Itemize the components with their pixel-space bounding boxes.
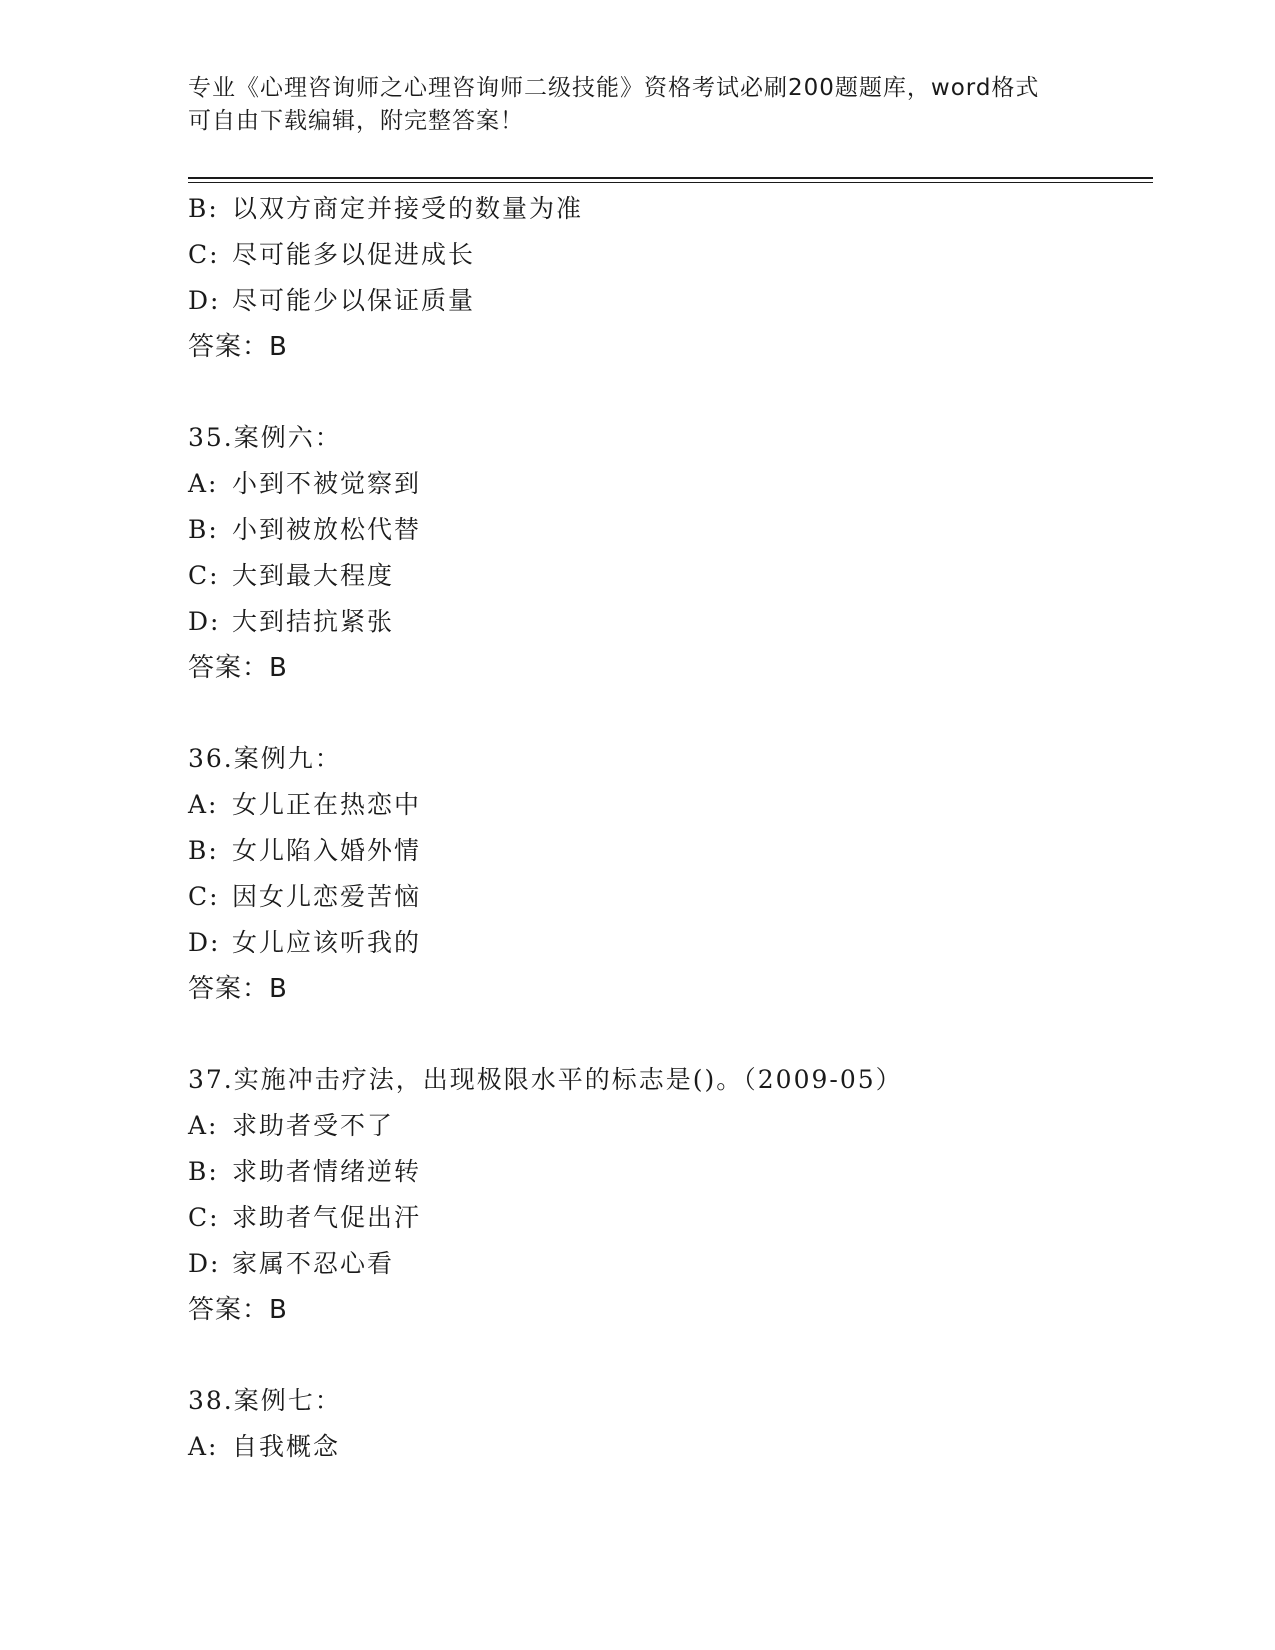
question-35 — [188, 415, 1153, 691]
option-b — [188, 1149, 1153, 1195]
option-d — [188, 1241, 1153, 1287]
option-text: 因女儿恋爱苦恼 — [232, 882, 422, 911]
option-letter: A: — [188, 1432, 219, 1461]
option-letter: A: — [188, 469, 219, 498]
option-letter: D: — [188, 1249, 221, 1278]
option-letter: C: — [188, 882, 220, 911]
option-d — [188, 920, 1153, 966]
option-text: 以双方商定并接受的数量为准 — [232, 194, 584, 223]
option-b — [188, 828, 1153, 874]
option-letter: D: — [188, 928, 221, 957]
option-letter: B: — [188, 515, 219, 544]
option-b — [188, 186, 1153, 232]
option-text: 求助者情绪逆转 — [232, 1157, 422, 1186]
option-c — [188, 232, 1153, 278]
option-letter: A: — [188, 790, 219, 819]
option-a — [188, 461, 1153, 507]
option-letter: D: — [188, 286, 221, 315]
answer-line: 答案：B — [188, 332, 288, 362]
question-stem: 38.案例七： — [188, 1386, 342, 1415]
option-letter: C: — [188, 561, 220, 590]
spacer — [188, 691, 1153, 736]
header-rule-thin — [188, 182, 1153, 183]
option-letter: B: — [188, 836, 219, 865]
option-text: 求助者气促出汗 — [232, 1203, 422, 1232]
option-c — [188, 1195, 1153, 1241]
answer-line: 答案：B — [188, 1295, 288, 1325]
option-letter: A: — [188, 1111, 219, 1140]
option-b — [188, 507, 1153, 553]
option-text: 大到拮抗紧张 — [232, 607, 395, 636]
option-letter: C: — [188, 1203, 220, 1232]
header-line-1: 专业《心理咨询师之心理咨询师二级技能》资格考试必刷200题题库，word格式 — [188, 75, 1040, 101]
header-rule-thick — [188, 177, 1153, 179]
option-letter: D: — [188, 607, 221, 636]
option-a — [188, 782, 1153, 828]
spacer — [188, 1333, 1153, 1378]
option-a — [188, 1424, 1153, 1470]
question-stem: 36.案例九： — [188, 744, 342, 773]
answer-line: 答案：B — [188, 974, 288, 1004]
option-d — [188, 278, 1153, 324]
option-letter: B: — [188, 194, 219, 223]
page-header — [188, 72, 1088, 138]
option-text: 大到最大程度 — [232, 561, 395, 590]
question-36 — [188, 736, 1153, 1012]
spacer — [188, 1012, 1153, 1057]
option-text: 家属不忍心看 — [232, 1249, 395, 1278]
question-content — [188, 186, 1153, 1470]
spacer — [188, 370, 1153, 415]
option-text: 自我概念 — [232, 1432, 341, 1461]
option-text: 女儿陷入婚外情 — [232, 836, 422, 865]
header-line-2: 可自由下载编辑，附完整答案！ — [188, 108, 524, 134]
option-text: 女儿应该听我的 — [232, 928, 422, 957]
option-a — [188, 1103, 1153, 1149]
question-stem: 37.实施冲击疗法，出现极限水平的标志是()。（2009-05） — [188, 1065, 903, 1094]
option-text: 女儿正在热恋中 — [232, 790, 422, 819]
option-c — [188, 553, 1153, 599]
option-text: 求助者受不了 — [232, 1111, 395, 1140]
option-d — [188, 599, 1153, 645]
option-text: 小到不被觉察到 — [232, 469, 422, 498]
option-letter: B: — [188, 1157, 219, 1186]
option-text: 尽可能少以保证质量 — [232, 286, 476, 315]
option-letter: C: — [188, 240, 220, 269]
option-c — [188, 874, 1153, 920]
question-38 — [188, 1378, 1153, 1470]
option-text: 尽可能多以促进成长 — [232, 240, 476, 269]
question-37 — [188, 1057, 1153, 1333]
option-text: 小到被放松代替 — [232, 515, 422, 544]
question-fragment — [188, 186, 1153, 370]
question-stem: 35.案例六： — [188, 423, 342, 452]
answer-line: 答案：B — [188, 653, 288, 683]
